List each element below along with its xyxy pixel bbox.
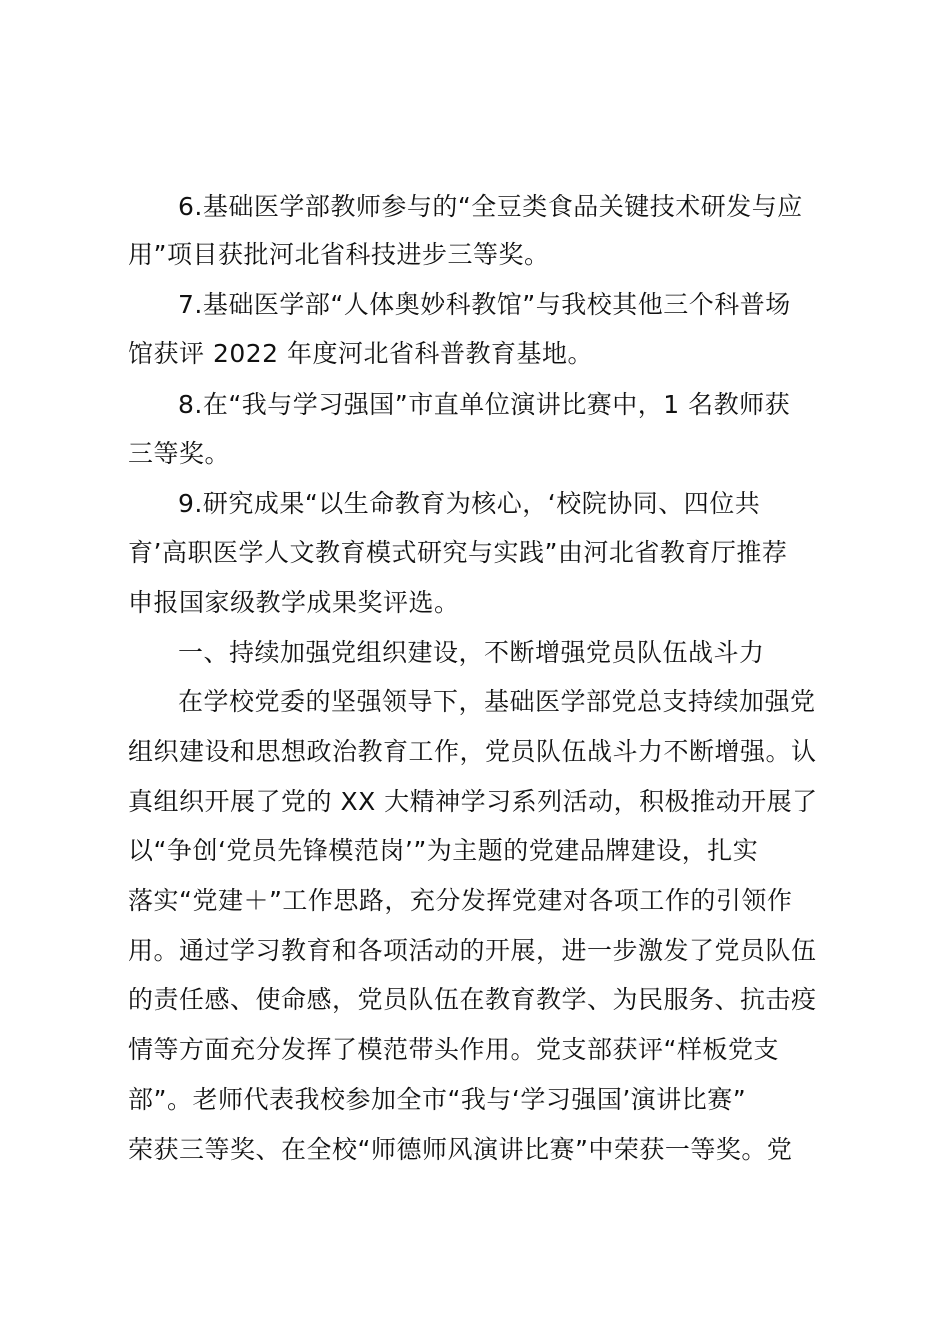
text-line: 部”。老师代表我校参加全市“我与‘学习强国’演讲比赛” xyxy=(128,1085,747,1114)
text-line: 以“争创‘党员先锋模范岗’”为主题的党建品牌建设，扎实 xyxy=(128,836,759,865)
text-line: 申报国家级教学成果奖评选。 xyxy=(128,588,460,617)
text-line: 6.基础医学部教师参与的“全豆类食品关键技术研发与应 xyxy=(178,192,803,221)
text-line: 用”项目获批河北省科技进步三等奖。 xyxy=(128,240,550,269)
text-line: 荣获三等奖、在全校“师德师风演讲比赛”中荣获一等奖。党 xyxy=(128,1135,793,1164)
text-line: 8.在“我与学习强国”市直单位演讲比赛中，1 名教师获 xyxy=(178,390,791,419)
text-line: 馆获评 2022 年度河北省科普教育基地。 xyxy=(128,339,594,368)
text-line: 情等方面充分发挥了模范带头作用。党支部获评“样板党支 xyxy=(128,1035,779,1064)
section-heading: 一、持续加强党组织建设，不断增强党员队伍战斗力 xyxy=(178,638,765,667)
text-line: 真组织开展了党的 XX 大精神学习系列活动，积极推动开展了 xyxy=(128,787,818,816)
text-line: 在学校党委的坚强领导下，基础医学部党总支持续加强党 xyxy=(178,687,816,716)
text-line: 7.基础医学部“人体奥妙科教馆”与我校其他三个科普场 xyxy=(178,290,791,319)
text-line: 9.研究成果“以生命教育为核心，‘校院协同、四位共 xyxy=(178,489,761,518)
text-line: 落实“党建＋”工作思路，充分发挥党建对各项工作的引领作 xyxy=(128,886,793,915)
text-line: 三等奖。 xyxy=(128,439,231,468)
text-line: 用。通过学习教育和各项活动的开展，进一步激发了党员队伍 xyxy=(128,936,817,965)
text-line: 的责任感、使命感，党员队伍在教育教学、为民服务、抗击疫 xyxy=(128,985,817,1014)
text-line: 育’高职医学人文教育模式研究与实践”由河北省教育厅推荐 xyxy=(128,538,788,567)
text-line: 组织建设和思想政治教育工作，党员队伍战斗力不断增强。认 xyxy=(128,737,817,766)
